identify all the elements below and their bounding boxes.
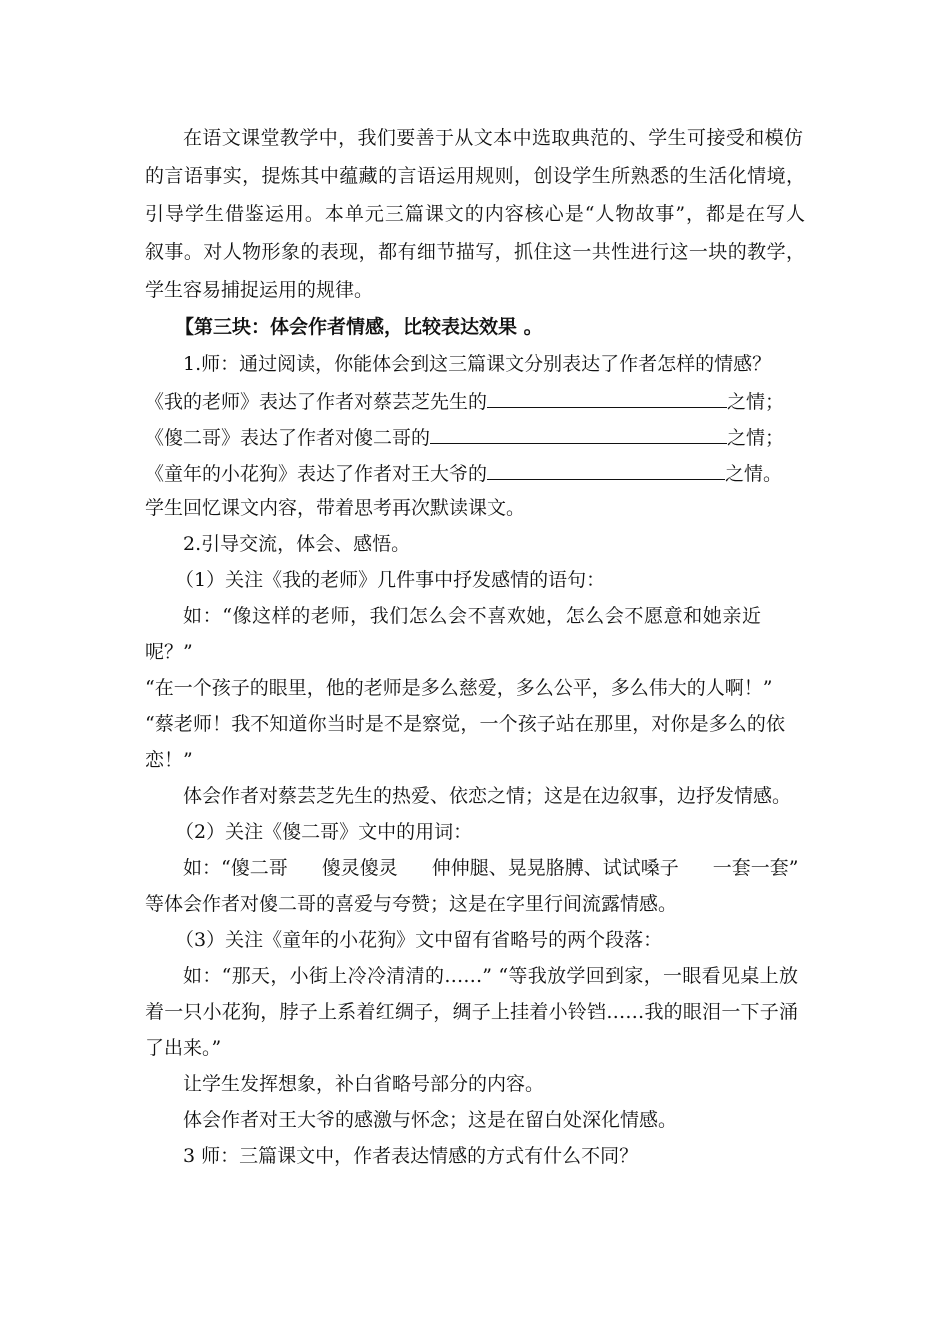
point-3-title: （3）关注《童年的小花狗》文中留有省略号的两个段落： bbox=[175, 929, 663, 951]
point-3-summary: 体会作者对王大爷的感激与怀念；这是在留白处深化情感。 bbox=[183, 1109, 678, 1131]
section-heading: 【第三块：体会作者情感，比较表达效果 。 bbox=[175, 316, 543, 338]
word-item: 伸伸腿、晃晃胳膊、试试嗓子 bbox=[431, 857, 679, 879]
question-3: 3 师：三篇课文中，作者表达情感的方式有什么不同？ bbox=[183, 1145, 639, 1167]
recall-text: 学生回忆课文内容，带着思考再次默读课文。 bbox=[145, 497, 526, 519]
quote-line: 着一只小花狗，脖子上系着红绸子，绸子上挂着小铃铛……我的眼泪一下子涌 bbox=[145, 1001, 798, 1023]
fill-line-1 bbox=[145, 389, 805, 411]
quote-line: “蔡老师！我不知道你当时是不是察觉，一个孩子站在那里，对你是多么的依 bbox=[145, 713, 785, 735]
fill-blank bbox=[487, 461, 725, 480]
intro-line: 在语文课堂教学中，我们要善于从文本中选取典范的、学生可接受和模仿 bbox=[183, 127, 803, 149]
quote-line: 恋！” bbox=[145, 749, 193, 771]
point-2-words bbox=[183, 857, 843, 879]
fill-blank bbox=[430, 425, 727, 444]
quote-line: “在一个孩子的眼里，他的老师是多么慈爱，多么公平，多么伟大的人啊！” bbox=[145, 677, 773, 699]
fill-suffix: 之情； bbox=[727, 427, 785, 449]
intro-line: 学生容易捕捉运用的规律。 bbox=[145, 279, 374, 301]
word-item: 一套一套” bbox=[712, 857, 799, 879]
point-2-title: （2）关注《傻二哥》文中的用词： bbox=[175, 821, 473, 843]
intro-line: 的言语事实，提炼其中蕴藏的言语运用规则，创设学生所熟悉的生活化情境， bbox=[145, 165, 805, 187]
point-2-summary: 等体会作者对傻二哥的喜爱与夸赞；这是在字里行间流露情感。 bbox=[145, 893, 678, 915]
fill-line-3 bbox=[145, 461, 805, 483]
quote-line: 呢？” bbox=[145, 641, 193, 663]
question-1: 1.师：通过阅读，你能体会到这三篇课文分别表达了作者怎样的情感？ bbox=[183, 353, 772, 375]
intro-line: 叙事。对人物形象的表现，都有细节描写，抓住这一共性进行这一块的教学， bbox=[145, 241, 805, 263]
step-2: 2.引导交流，体会、感悟。 bbox=[183, 533, 411, 555]
fill-blank bbox=[487, 389, 727, 408]
quote-line: 了出来。” bbox=[145, 1037, 222, 1059]
fill-prefix: 《童年的小花狗》表达了作者对王大爷的 bbox=[145, 463, 488, 485]
quote-line: 如：“像这样的老师，我们怎么会不喜欢她，怎么会不愿意和她亲近 bbox=[183, 605, 761, 627]
intro-line: 引导学生借鉴运用。本单元三篇课文的内容核心是“人物故事”，都是在写人 bbox=[145, 203, 805, 225]
fill-suffix: 之情； bbox=[727, 391, 785, 413]
quote-line: 如：“那天，小街上冷冷清清的……” “等我放学回到家，一眼看见桌上放 bbox=[183, 965, 798, 987]
fill-line-2 bbox=[145, 425, 805, 447]
word-item: 傻灵傻灵 bbox=[321, 857, 398, 879]
fill-suffix: 之情。 bbox=[725, 463, 783, 485]
fill-prefix: 《傻二哥》表达了作者对傻二哥的 bbox=[145, 427, 431, 449]
fill-prefix: 《我的老师》表达了作者对蔡芸芝先生的 bbox=[145, 391, 488, 413]
point-1-summary: 体会作者对蔡芸芝先生的热爱、依恋之情；这是在边叙事，边抒发情感。 bbox=[183, 785, 792, 807]
point-1-title: （1）关注《我的老师》几件事中抒发感情的语句： bbox=[175, 569, 606, 591]
imagine-text: 让学生发挥想象，补白省略号部分的内容。 bbox=[183, 1073, 545, 1095]
word-item: 如：“傻二哥 bbox=[183, 857, 288, 879]
